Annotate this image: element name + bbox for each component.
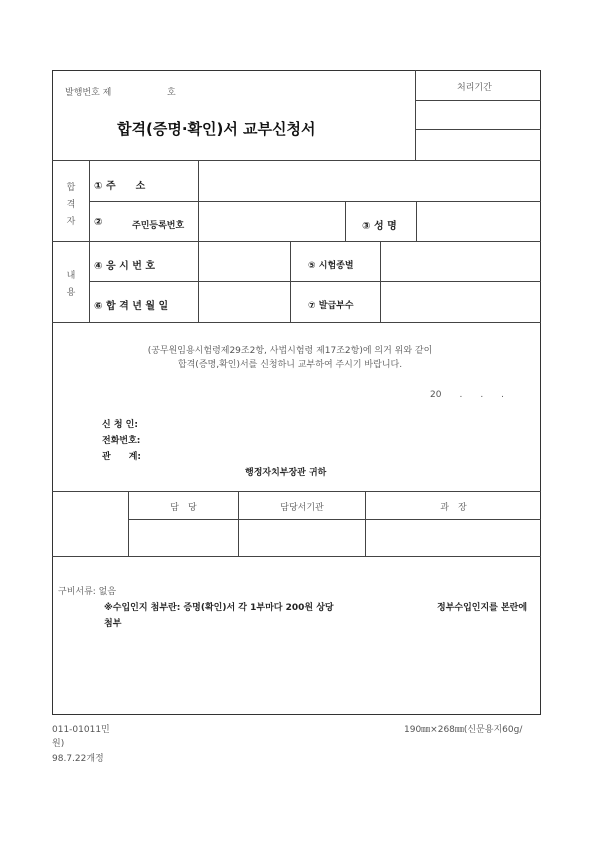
approval-col-manager: 과 장 [440, 503, 467, 513]
attachments-note: 구비서류: 없음 [58, 587, 117, 597]
pass-date-field[interactable] [200, 283, 288, 321]
side-char: 격 [66, 200, 76, 210]
exam-type-label: ⑤ 시험종별 [308, 261, 354, 271]
side-char: 자 [66, 217, 76, 227]
issue-number-label: 발행번호 제 [65, 88, 112, 98]
divider [416, 201, 417, 241]
stamp-note-right: 정부수입인지를 본란에 [437, 603, 528, 613]
divider [380, 241, 381, 322]
divider [52, 322, 541, 323]
address-field[interactable] [200, 162, 539, 200]
divider [52, 491, 541, 492]
divider [345, 201, 346, 241]
address-label: ① 주 소 [94, 181, 146, 192]
approval-box-secretary[interactable] [240, 521, 364, 555]
divider [128, 519, 541, 520]
form-number-cont: 원) [52, 739, 65, 749]
processing-period-label: 처리기간 [457, 83, 492, 93]
statement-line-1: (공무원임용시험령제29조2항, 사법시험령 제17조2항)에 의거 위와 같이 [147, 346, 433, 356]
pass-date-label: ⑥ 합 격 년 월 일 [94, 301, 169, 312]
applicant-side-label [60, 180, 82, 231]
copies-label: ⑦ 발급부수 [308, 301, 354, 311]
resident-number-num: ② [94, 217, 103, 228]
divider [415, 70, 416, 161]
divider [198, 160, 199, 322]
divider [415, 129, 541, 130]
addressee: 행정자치부장관 귀하 [245, 468, 327, 478]
exam-number-label: ④ 응 시 번 호 [94, 261, 156, 272]
statement-line-2: 합격(증명,확인)서를 신청하니 교부하여 주시기 바랍니다. [177, 360, 403, 370]
side-char: 합 [66, 183, 76, 193]
applicant-signature-label: 신 청 인: [102, 420, 138, 430]
exam-number-field[interactable] [200, 243, 288, 280]
revision-date: 98.7.22개정 [52, 754, 104, 764]
relation-field[interactable] [150, 446, 350, 460]
name-field[interactable] [418, 203, 539, 240]
divider [52, 160, 541, 161]
side-char: 용 [66, 288, 76, 298]
copies-field[interactable] [382, 283, 539, 321]
approval-box-staff[interactable] [130, 521, 237, 555]
stamp-note-continued: 첨부 [104, 619, 122, 629]
form-number: 011-01011민 [52, 725, 110, 735]
divider [52, 241, 541, 242]
resident-number-label: 주민등록번호 [132, 221, 185, 231]
applicant-signature-field[interactable] [150, 414, 350, 428]
phone-label: 전화번호: [102, 436, 141, 446]
paper-spec: 190㎜×268㎜(신문용지60g/ [404, 725, 523, 735]
stamp-note: ※수입인지 첨부란: 증명(확인)서 각 1부마다 200원 상당 [104, 603, 334, 613]
divider [415, 100, 541, 101]
resident-number-field[interactable] [200, 203, 343, 240]
exam-type-field[interactable] [382, 243, 539, 280]
approval-col-secretary: 담당서기관 [280, 503, 324, 513]
divider [89, 281, 541, 282]
approval-col-staff: 담 당 [170, 503, 197, 513]
phone-field[interactable] [150, 430, 350, 444]
divider [89, 201, 541, 202]
content-side-label [60, 268, 82, 302]
relation-label: 관 계: [102, 452, 141, 462]
divider [290, 241, 291, 322]
page-title: 합격(증명·확인)서 교부신청서 [117, 120, 316, 138]
side-char: 내 [66, 271, 76, 281]
date-line: 20 . . . [430, 390, 505, 400]
issue-number-suffix: 호 [167, 88, 176, 98]
divider [52, 556, 541, 557]
approval-box-manager[interactable] [367, 521, 540, 555]
name-label: ③ 성 명 [362, 221, 397, 232]
